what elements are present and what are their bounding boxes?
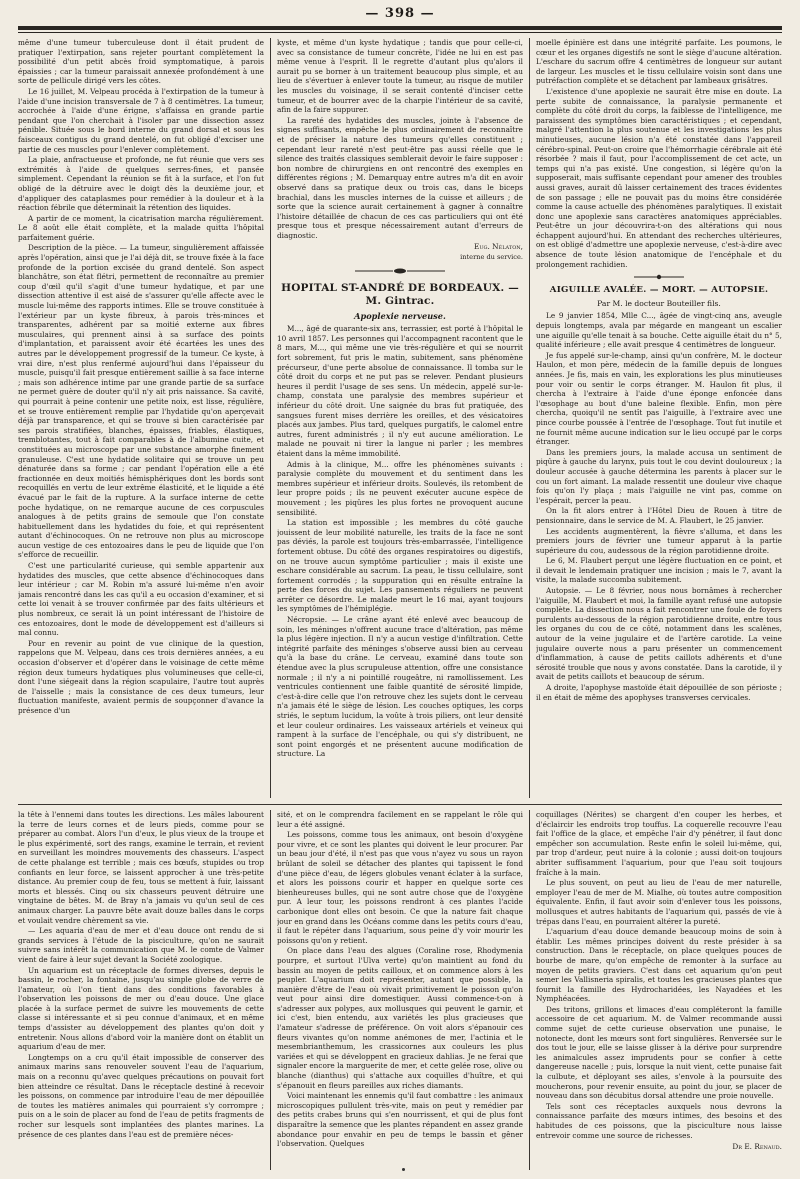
- paragraph: L'existence d'une apoplexie ne saurait être mise en doute. La perte subite de connaissance, la paralysie permanente et complète du côté droit du corps, la faiblesse de l'intelligence, me paraissent des symptômes bien caractéristiques ; et cependant, malgré l'attention la plus soutenue et les investigations les plus minutieuses, aucune lésion n'a été constatée dans l'appareil cérébro-spinal. Peut-on croire que l'hémorrhagie cérébrale ait été résorbée ? mais il faut, pour l'accomplissement de cet acte, un temps qui n'a pas existé. Une congestion, si légère qu'on la supposerait, mais suffisante cependant pour amener des troubles aussi graves, aurait dû laisser certainement des traces évidentes de son passage ; elle ne pouvait pas du moins être considérée comme la cause actuelle des phénomènes paralytiques. Il existait donc une apoplexie sans caractères anatomiques appréciables. Peut-être un jour découvrira-t-on des altérations qui nous échappent aujourd'hui. En attendant des recherches ultérieures, on est obligé d'admettre une apoplexie nerveuse, c'est-à-dire avec absence de toute lésion anatomique de l'encéphale et du prolongement rachidien.: [536, 86, 782, 269]
- paragraph: — Les aquaria d'eau de mer et d'eau douce ont rendu de si grands services à l'étude de la pisciculture, qu'on ne saurait suivre sans intérêt la communication que M. le comte de Valmer vient de faire à leur sujet devant la Société zoologique.: [18, 926, 264, 964]
- paragraph: kyste, et même d'un kyste hydatique ; tandis que pour celle-ci, avec sa consistance de tumeur concrète, l'idée ne lui en est pas même venue à l'esprit. Il le regrette d'autant plus qu'alors il aurait pu se borner à un traitement beaucoup plus simple, et au lieu de s'évertuer à enlever toute la tumeur, au risque de mutiler les muscles du voisinage, il se serait contenté d'inciser cette tumeur, et de bourrer avec de la charpie l'intérieur de sa cavité, afin de la faire suppurer.: [277, 38, 523, 115]
- paragraph: C'est une particularité curieuse, qui semble appartenir aux hydatides des muscles, que cette absence d'échinocoques dans leur intérieur ; car M. Robin m'a assuré lui-même n'en avoir jamais rencontré dans les cas qu'il a eu occasion d'examiner, et si cette loi venait à se trouver confirmée par des faits ultérieurs et plus nombreux, ce serait là un point intéressant de l'histoire de ces entozoaires, dont le mode de développement est d'ailleurs si mal connu.: [18, 561, 264, 638]
- paragraph: Voici maintenant les ennemis qu'il faut combattre : les animaux microscopiques pullulent très-vite, mais on peut y remédier par des petits crabes bruns qui s'en nourrissent, et qui de plus font disparaître la semence que les plantes répandent en assez grande abondance pour envahir en peu de temps le bassin et gêner l'observation. Quelques: [277, 1091, 523, 1149]
- paragraph: La station est impossible ; les membres du côté gauche jouissent de leur mobilité naturelle, les traits de la face ne sont pas déviés, la parole est toujours très-embarrassée, l'intelligence fortement obtuse. Du côté des organes respiratoires ou digestifs, on ne trouve aucun symptôme particulier ; mais il existe une eschare considérable au sacrum. La peau, le tissu cellulaire, sont fortement corrodés ; la suppuration qui en résulte entraîne la perte des forces du sujet. Les pansements réguliers ne peuvent arrêter ce désordre. Le malade meurt le 16 mai, ayant toujours les symptômes de l'hémiplégie.: [277, 518, 523, 614]
- bottom-column-2: [277, 810, 523, 1170]
- paragraph: Les poissons, comme tous les animaux, ont besoin d'oxygène pour vivre, et ce sont les plantes qui doivent le leur procurer. Par un beau jour d'été, il n'est pas que vous n'ayez vu sous un rayon brûlant de soleil se détacher des plantes qui tapissent le fond d'une pièce d'eau, de légers globules venant éclater à la surface, et alors les poissons courir et happer en quelque sorte ces bienheureuses bulles, qui ne sont autre chose que de l'oxygène pur. A leur tour, les poissons rendront à ces plantes l'acide carbonique dont elles ont besoin. Ce que la nature fait chaque jour en grand dans les Océans comme dans les petits cours d'eau, il faut le répéter dans l'aquarium, sous peine d'y voir mourir les poissons qu'on y retient.: [277, 830, 523, 945]
- ornament-divider: [614, 274, 704, 280]
- paragraph: Nécropsie. — Le crâne ayant été enlevé avec beaucoup de soin, les méninges n'offrent aucune trace d'altération, pas même la plus légère injection. Il n'y a aucun vestige d'infiltration. Cette intégrité parfaite des méninges s'observe aussi bien au cerveau qu'à la base du crâne. Le cerveau, examiné dans toute son étendue avec la plus scrupuleuse attention, offre une consistance normale ; il n'y a ni pointillé rougeâtre, ni ramollissement. Les ventricules contiennent une faible quantité de sérosité limpide, c'est-à-dire celle que l'on retrouve chez les sujets dont le cerveau n'a jamais été le siège de lésion. Les couches optiques, les corps striés, le septum lucidum, la voûte à trois piliers, ont leur densité et leur couleur ordinaires. Les vaisseaux artériels et veineux qui rampent à la surface de l'encéphale, ou qui s'y distribuent, ne sont point engorgés et ne présentent aucune modification de structure. La: [277, 615, 523, 759]
- page-number: — 398 —: [365, 6, 435, 21]
- signature: Dr E. Renaud.: [732, 1142, 782, 1152]
- paragraph: On place dans l'eau des algues (Coraline rose, Rhodymenia pourpre, et surtout l'Ulva verte) qu'on maintient au fond du bassin au moyen de petits cailloux, et on commence alors à les peupler. L'aquarium doit représenter, autant que possible, la manière d'être de l'eau où vivait primitivement le poisson qu'on veut pour ainsi dire domestiquer. Aussi commence-t-on à s'adresser aux polypes, aux mollusques qui peuvent le garnir, et ici c'est, bien entendu, aux variétés les plus gracieuses que l'amateur s'adresse de préférence. On voit alors s'épanouir ces fleurs vivantes qu'on nomme anémones de mer, l'actinia et le mesembrianthemum, les crassicornes aux couleurs les plus variées et qui se développent en gracieux dahlias. Je ne ferai que signaler encore la marguerite de mer, et cette gelée rose, olive ou blanche (dianthus) qui s'attache aux coquilles d'huître, et qui s'épanouit en fleurs pareilles aux riches diamants.: [277, 946, 523, 1090]
- column-divider: [270, 810, 271, 1170]
- paragraph: Les accidents augmentèrent, la fièvre s'alluma, et dans les premiers jours de février une tumeur apparut à la partie supérieure du cou, audessous de la région parotidienne droite.: [536, 526, 782, 555]
- ornament-divider: [355, 268, 445, 274]
- column-divider: [270, 38, 271, 798]
- paragraph: Des tritons, grillons et limaces d'eau compléteront la famille accessoire de cet aquarium. M. de Valmer recommande aussi comme sujet de cette curieuse observation une punaise, le notonecte, dont les mœurs sont fort singulières. Renversée sur le dos tout le jour, elle se laisse glisser à la dérive pour surprendre les animalcules assez imprudents pour se confier à cette dangereuse nacelle ; puis, lorsque la nuit vient, cette punaise fait la culbute, et déployant ses ailes, s'envole à la poursuite des moucherons, pour revenir ensuite, au point du jour, se placer de nouveau dans son décubitus dorsal attendre une proie nouvelle.: [536, 1004, 782, 1101]
- paragraph: Pour en revenir au point de vue clinique de la question, rappelons que M. Velpeau, dans ces trois dernières années, a eu occasion d'observer et d'opérer dans le voisinage de cette même région deux tumeurs hydatiques plus volumineuses que celle-ci, dont l'une siégeait dans la région scapulaire, l'autre tout auprès de l'aisselle ; mais la consistance de ces deux tumeurs, leur fluctuation manifeste, avaient permis de soupçonner d'avance la présence d'un: [18, 638, 264, 715]
- paragraph: L'aquarium d'eau douce demande beaucoup moins de soin à établir. Les mêmes principes doivent du reste présider à sa construction. Dans le réceptacle, on place quelques pouces de bourbe de mare, qu'on empêche de remonter à la surface au moyen de petits graviers. C'est dans cet aquarium qu'on peut semer les Vallisneria spiralis, et toutes les gracieuses plantes que fournit la famille des Hydrocharidées, les Nayadées et les Nymphéacées.: [536, 927, 782, 1004]
- section-heading: AIGUILLE AVALÉE. — MORT. — AUTOPSIE.: [549, 285, 769, 296]
- top-rule-thin: [18, 32, 782, 33]
- paragraph: Un aquarium est un réceptacle de formes diverses, depuis le bassin, le rocher, la fontaine, jusqu'au simple globe de verre de l'amateur, où l'on tient dans des conditions favorables à l'observation les poissons de mer ou d'eau douce. Une glace placée à la surface permet de suivre les mouvements de cette classe si intéressante et si peu connue d'animaux, et en même temps d'assister au développement des plantes qu'on doit y entretenir. Nous allons d'abord voir la manière dont on établit un aquarium d'eau de mer.: [18, 965, 264, 1052]
- paragraph: moelle épinière est dans une intégrité parfaite. Les poumons, le cœur et les organes digestifs ne sont le siège d'aucune altération. L'eschare du sacrum offre 4 centimètres de longueur sur autant de largeur. Les muscles et le tissu cellulaire voisin sont dans une putréfaction complète et se détachent par lambeaux grisâtres.: [536, 38, 782, 86]
- paragraph: Admis à la clinique, M... offre les phénomènes suivants : paralysie complète du mouvement et du sentiment dans les membres supérieur et inférieur droits. Soulevés, ils retombent de leur propre poids ; ils ne peuvent exécuter aucune espèce de mouvement ; les piqûres les plus fortes ne provoquent aucune sensibilité.: [277, 459, 523, 517]
- paragraph: Autopsie. — Le 8 février, nous nous bornâmes à rechercher l'aiguille, M. Flaubert et moi, la famille ayant refusé une autopsie complète. La dissection nous a fait rencontrer une foule de foyers purulents au-dessous de la région parotidienne droite, entre tous les organes du cou de ce côté, notamment dans les scalènes, autour de la veine jugulaire et de l'artère carotide. La veine jugulaire ouverte nous a paru présenter un commencement d'inflammation, à cause de petits caillots adhérents et d'une sérosité trouble que nous y avons constatée. Dans la carotide, il y avait de petits caillots et beaucoup de sérum.: [536, 586, 782, 682]
- column-divider: [529, 38, 530, 798]
- top-column-1: [18, 38, 264, 798]
- top-column-2: [277, 38, 523, 798]
- paragraph: Description de la pièce. — La tumeur, singulièrement affaissée après l'opération, ainsi que je l'ai déjà dit, se trouve fixée à la face profonde de la portion excisée du grand dentelé. Son aspect blanchâtre, son état flétri, permettent de reconnaître au premier coup d'œil qu'il s'agit d'une tumeur hydatique, et par une dissection attentive il est aisé de s'assurer qu'elle affecte avec le muscle lui-même des rapports intimes. Elle se trouve constituée à l'extérieur par un kyste fibreux, à parois très-minces et transparentes, adhérent par sa moitié externe aux fibres musculaires, qui prennent ainsi à sa surface des points d'implantation, et paraissent avoir été écartées les unes des autres par le développement progressif de la tumeur. Ce kyste, à vrai dire, n'est plus renfermé aujourd'hui dans l'épaisseur du muscle, puisqu'il fait presque entièrement saillie à sa face interne ; mais son adhérence intime par une grande partie de sa surface ne permet guère de douter qu'il n'y ait pris naissance. Sa cavité, qui pourrait à peine contenir une petite noix, est lisse, régulière, et se trouve entièrement remplie par l'hydatide qu'on aperçevait déjà par transparence, et qui se trouve si bien caractérisée par ses parois stratifiées, blanches, épaisses, friables, élastiques, tremblotantes, tout à fait comparables à de l'albumine cuite, et constituées au microscope par une substance amorphe finement granuleuse. C'est une hydatide solitaire qui se trouve un peu dénaturée dans sa forme ; car pendant l'opération elle a été fractionnée en deux moitiés hémisphériques dont les bords sont recoquillés en vertu de leur extrême élasticité, et le liquide a été évacué par le fait de la rupture. A la surface interne de cette poche hydatique, on ne remarque aucune de ces corpuscules analogues à de petits grains de semoule que l'on constate habituellement dans les hydatides du foie, et qui représentent autant d'échinocoques. On ne retrouve non plus au microscope aucun vestige de ces entozoaires dans le peu de liquide que l'on s'efforce de recueillir.: [18, 243, 264, 560]
- section-heading: HOPITAL ST-ANDRÉ DE BORDEAUX. — M. Gintrac.: [281, 281, 519, 307]
- bottom-column-3: [536, 810, 782, 1170]
- bottom-column-1: [18, 810, 264, 1170]
- paragraph: Longtemps on a cru qu'il était impossible de conserver des animaux marins sans renouveler souvent l'eau de l'aquarium, mais on a reconnu qu'avec quelques précautions on pouvait fort bien atteindre ce résultat. Dans le réceptacle destiné à recevoir les poissons, on commence par introduire l'eau de mer dépouillée de toutes les matières animales qui pourraient s'y corrompre ; puis on a le soin de placer au fond de l'eau de petits fragments de rocher sur lesquels sont implantées des plantes marines. La présence de ces plantes dans l'eau est de première néces-: [18, 1052, 264, 1139]
- paragraph: Dans les premiers jours, la malade accusa un sentiment de piqûre à gauche du larynx, puis tout le cou devint douloureux ; la douleur accusée à gauche détermina les parents à placer sur le cou un fort aimant. La malade ressentit une douleur vive chaque fois qu'on l'y plaça ; mais l'aiguille ne vint pas, comme on l'espérait, percer la peau.: [536, 447, 782, 505]
- signature-subtitle: interne du service.: [460, 253, 523, 262]
- paragraph: Le 9 janvier 1854, Mlle C..., âgée de vingt-cinq ans, aveugle depuis longtemps, avala par mégarde en mangeant un escalier une aiguille qu'elle tenait à sa bouche. Cette aiguille était du n° 5, qualité inférieure ; elle avait presque 4 centimètres de longueur.: [536, 311, 782, 350]
- paragraph: coquillages (Nérites) se chargent d'en couper les herbes, et d'éclaircir les endroits trop touffus. La coquerelle recouvre l'eau fait l'office de la glace, et empêche l'air d'y pénétrer, il faut donc empêcher son accumulation. Reste enfin le soleil lui-même, qui, par trop d'ardeur, peut nuire à la colonie ; aussi doit-on toujours abriter suffisamment l'aquarium, pour que l'eau soit toujours fraîche à la main.: [536, 810, 782, 877]
- top-column-3: [536, 38, 782, 798]
- column-divider: [529, 810, 530, 1170]
- paragraph: Le 6, M. Flaubert perçut une légère fluctuation en ce point, et il devait le lendemain pratiquer une incision ; mais le 7, avant la visite, la malade succomba subitement.: [536, 556, 782, 585]
- paragraph: On la fit alors entrer à l'Hôtel Dieu de Rouen à titre de pensionnaire, dans le service de M. A. Flaubert, le 25 janvier.: [536, 506, 782, 525]
- paragraph: M..., âgé de quarante-six ans, terrassier, est porté à l'hôpital le 10 avril 1857. Les personnes qui l'accompagnent racontent que le 8 mars, M..., qui même une vie très-régulière et qui se nourrit fort sobrement, fut pris le matin, subitement, sans phénomène précurseur, d'une perte absolue de connaissance. Il tomba sur le côté droit du corps et ne put pas se relever. Pendant plusieurs heures il perdit l'usage de ses sens. Un médecin, appelé sur-le-champ, constata une paralysie des membres supérieur et inférieur du côté droit. Une saignée du bras fut pratiquée, des sangsues furent mises derrière les oreilles, et des vésicatoires placés aux jambes. Plus tard, quelques purgatifs, le calomel entre autres, furent administrés ; il n'y eut aucune amélioration. Le malade ne pouvait ni tirer la langue ni parler ; les membres étaient dans la même immobilité.: [277, 324, 523, 458]
- paragraph: La rareté des hydatides des muscles, jointe à l'absence de signes suffisants, empêche le plus ordinairement de reconnaître et de préciser la nature des tumeurs qu'elles constituent ; cependant leur rareté n'est peut-être pas aussi réelle que le silence des traités classiques semblerait devoir le faire supposer : bon nombre de chirurgiens en ont rencontré des exemples en différentes régions ; M. Demarquay entre autres m'a dit en avoir observé dans sa pratique deux ou trois cas, dans le biceps brachial, dans les muscles internes de la cuisse et ailleurs ; de sorte que la science aurait certainement à gagner à connaître l'histoire détaillée de chacun de ces cas particuliers qui ont été presque tous et presque nécessairement autant d'erreurs de diagnostic.: [277, 115, 523, 240]
- paragraph: A partir de ce moment, la cicatrisation marcha régulièrement. Le 8 août elle était complète, et la malade quitta l'hôpital parfaitement guérie.: [18, 213, 264, 242]
- byline: Par M. le docteur Bouteiller fils.: [597, 298, 721, 308]
- paragraph: Le 16 juillet, M. Velpeau procéda à l'extirpation de la tumeur à l'aide d'une incision transversale de 7 à 8 centimètres. La tumeur, accrochée à l'aide d'une érigne, s'affaissa en grande partie pendant que l'on cherchait à l'isoler par une dissection assez pénible. Située sous le bord interne du grand dorsal et sous les faisceaux contigus du grand dentelé, on fut obligé d'exciser une partie de ces muscles pour l'enlever complètement.: [18, 86, 264, 154]
- paragraph: A droite, l'apophyse mastoïde était dépouillée de son périoste ; il en était de même des apophyses transverses cervicales.: [536, 683, 782, 702]
- section-separator: [18, 804, 782, 805]
- paragraph: la tête à l'ennemi dans toutes les directions. Les mâles labourent la terre de leurs cornes et de leurs pieds, comme pour se préparer au combat. Alors l'un d'eux, le plus vieux de la troupe et le plus expérimenté, sort des rangs, examine le terrain, et revient en surveillant les moindres mouvements des chasseurs. L'aspect de cette phalange est terrible ; mais ces bœufs, stupides ou trop confiants en leur force, se laissent approcher à une très-petite distance. Au premier coup de feu, tous se mettent à fuir, laissant morts et blessés. Cinq ou six chasseurs peuvent détruire une vingtaine de bêtes. M. de Bray n'a jamais vu qu'un seul de ces animaux charger. La pauvre bête avait douze balles dans le corps et voulait vendre chèrement sa vie.: [18, 810, 264, 925]
- top-rule: [18, 26, 782, 30]
- paragraph: Je fus appelé sur-le-champ, ainsi qu'un confrère, M. le docteur Haulon, et mon père, médecin de la famille depuis de longues années. Je fis, mais en vain, les explorations les plus minutieuses pour voir ou sentir le corps étranger. M. Haulon fit plus, il chercha à l'extraire à l'aide d'une éponge enfoncée dans l'œsophage au bout d'une baleine flexible. Enfin, mon père chercha, quoiqu'il ne sentît pas l'aiguille, à l'extraire avec une pince courbe poussée à l'entrée de l'œsophage. Tout fut inutile et ne fournit même aucune indication sur le lieu occupé par le corps étranger.: [536, 350, 782, 447]
- print-mark: [402, 1168, 405, 1171]
- paragraph: La plaie, anfractueuse et profonde, ne fut réunie que vers ses extrémités à l'aide de quelques serres-fines, et pansée simplement. Cependant la réunion se fit à la surface, et l'on fut obligé de la détruire avec le doigt dès la deuxième jour, et d'appliquer des cataplasmes pour remédier à la douleur et à la réaction fébrile que déterminait la rétention des liquides.: [18, 155, 264, 213]
- paragraph: même d'une tumeur tuberculeuse dont il était prudent de pratiquer l'extirpation, sans rejeter pourtant complètement la possibilité d'un petit abcès froid symptomatique, à parois épaissies ; car la tumeur paraissait annexée profondément à une sorte de pellicule dirigé vers les côtes.: [18, 38, 264, 86]
- paragraph: Tels sont ces réceptacles auxquels nous devrons la connaissance parfaite des mœurs intimes, des besoins et des habitudes de ces poissons, que la pisciculture nous laisse entrevoir comme une source de richesses.: [536, 1101, 782, 1140]
- signature: Eug. Nélaton,: [474, 242, 523, 252]
- paragraph: sité, et on le comprendra facilement en se rappelant le rôle qui leur a été assigné.: [277, 810, 523, 829]
- section-subheading: Apoplexie nerveuse.: [354, 310, 446, 321]
- paragraph: Le plus souvent, on peut au lieu de l'eau de mer naturelle, employer l'eau de mer de M. Mialhe, où toutes autre composition équivalente. Enfin, il faut avoir soin d'enlever tous les poissons, mollusques et autres habitants de l'aquarium qui, passés de vie à trépas dans l'eau, en pourraient altérer la pureté.: [536, 878, 782, 926]
